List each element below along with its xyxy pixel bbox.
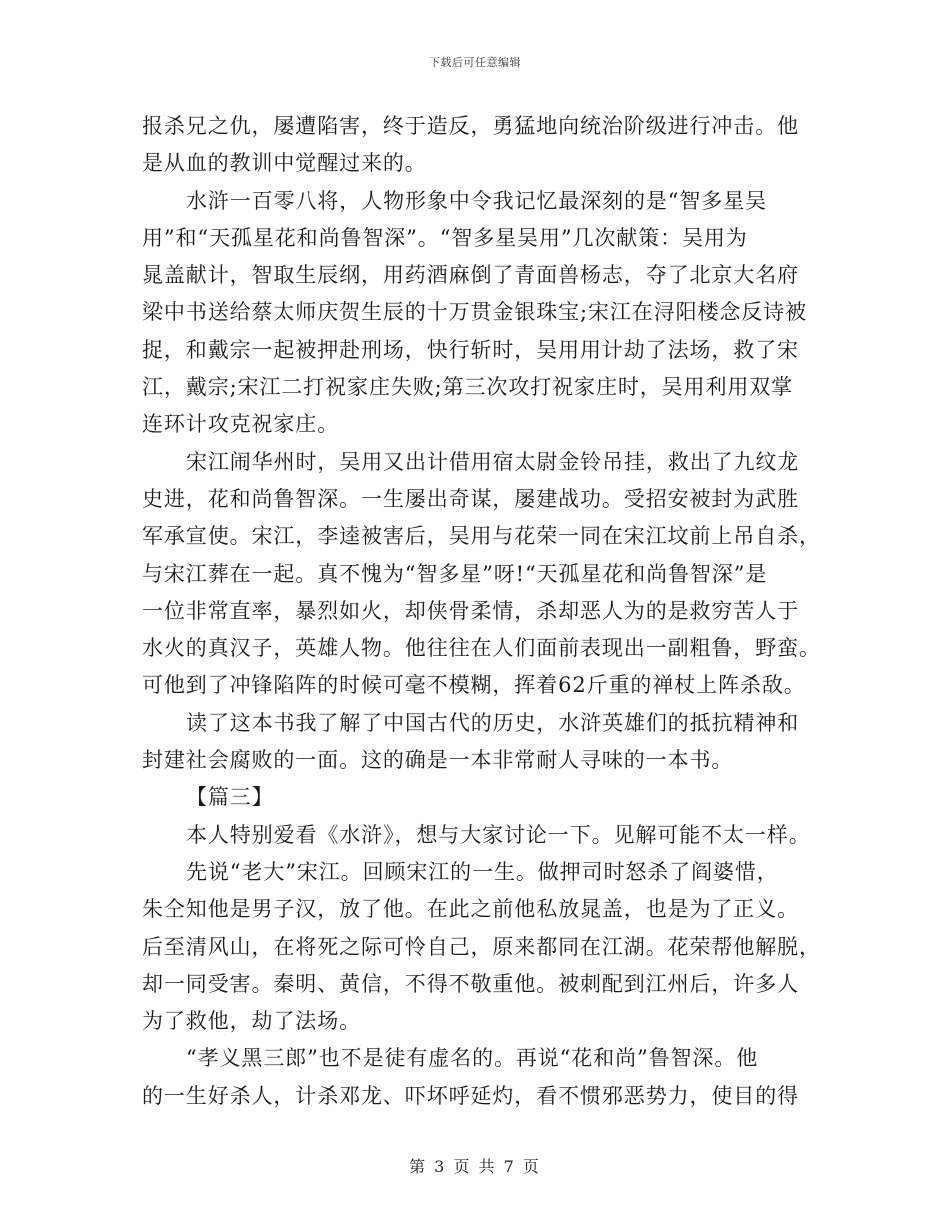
text-line: 捉，和戴宗一起被押赴刑场，快行斩时，吴用用计劫了法场，救了宋 <box>142 337 799 362</box>
text-line: 用”和“天孤星花和尚鲁智深”。“智多星吴用”几次献策：吴用为 <box>142 225 748 250</box>
text-line: 【篇三】 <box>186 785 274 810</box>
text-line: 朱仝知他是男子汉，放了他。在此之前他私放晁盖，也是为了正义。 <box>142 897 799 922</box>
text-line: 水火的真汉子，英雄人物。他往往在人们面前表现出一副粗鲁，野蛮。 <box>142 636 821 661</box>
text-line: 为了救他，劫了法场。 <box>142 1009 361 1034</box>
text-line: 的一生好杀人，计杀邓龙、吓坏呼延灼，看不惯邪恶势力，使目的得 <box>142 1083 799 1108</box>
body-text <box>142 108 821 1115</box>
text-line: 报杀兄之仇，屡遭陷害，终于造反，勇猛地向统治阶级进行冲击。他 <box>142 114 799 138</box>
text-line: 本人特别爱看《水浒》，想与大家讨论一下。见解可能不太一样。 <box>186 822 811 847</box>
text-line: 可他到了冲锋陷阵的时候可毫不模糊，挥着62斤重的禅杖上阵杀敌。 <box>142 673 806 698</box>
page-number-footer: 第 3 页 共 7 页 <box>409 1157 541 1176</box>
text-line: 军承宣使。宋江，李逵被害后，吴用与花荣一同在宋江坟前上吊自杀， <box>142 524 821 549</box>
text-line: 水浒一百零八将，人物形象中令我记忆最深刻的是“智多星吴 <box>186 188 768 213</box>
text-line: 晁盖献计，智取生辰纲，用药酒麻倒了青面兽杨志，夺了北京大名府 <box>142 263 799 288</box>
text-line: “孝义黑三郎”也不是徒有虚名的。再说“花和尚”鲁智深。他 <box>186 1046 759 1071</box>
text-line: 宋江闹华州时，吴用又出计借用宿太尉金铃吊挂，救出了九纹龙 <box>186 449 800 474</box>
text-line: 封建社会腐败的一面。这的确是一本非常耐人寻味的一本书。 <box>142 748 734 773</box>
text-line: 后至清风山，在将死之际可怜自己，原来都同在江湖。花荣帮他解脱， <box>142 934 821 959</box>
text-line: 连环计攻克祝家庄。 <box>142 412 340 437</box>
text-line: 与宋江葬在一起。真不愧为“智多星”呀!“天孤星花和尚鲁智深”是 <box>142 561 768 586</box>
text-line: 史进，花和尚鲁智深。一生屡出奇谋，屡建战功。受招安被封为武胜 <box>142 486 799 511</box>
text-line: 先说“老大”宋江。回顾宋江的一生。做押司时怒杀了阎婆惜， <box>186 859 779 884</box>
text-line: 却一同受害。秦明、黄信，不得不敬重他。被刺配到江州后，许多人 <box>142 971 799 996</box>
text-line: 一位非常直率，暴烈如火，却侠骨柔情，杀却恶人为的是救穷苦人于 <box>142 598 799 623</box>
text-line: 江，戴宗;宋江二打祝家庄失败;第三次攻打祝家庄时，吴用利用双掌 <box>142 375 794 400</box>
text-line: 梁中书送给蔡太师庆贺生辰的十万贯金银珠宝;宋江在浔阳楼念反诗被 <box>142 300 807 325</box>
text-line: 是从血的教训中觉醒过来的。 <box>142 151 427 176</box>
header-note: 下载后可任意编辑 <box>429 56 521 69</box>
text-line: 读了这本书我了解了中国古代的历史，水浒英雄们的抵抗精神和 <box>186 710 800 735</box>
